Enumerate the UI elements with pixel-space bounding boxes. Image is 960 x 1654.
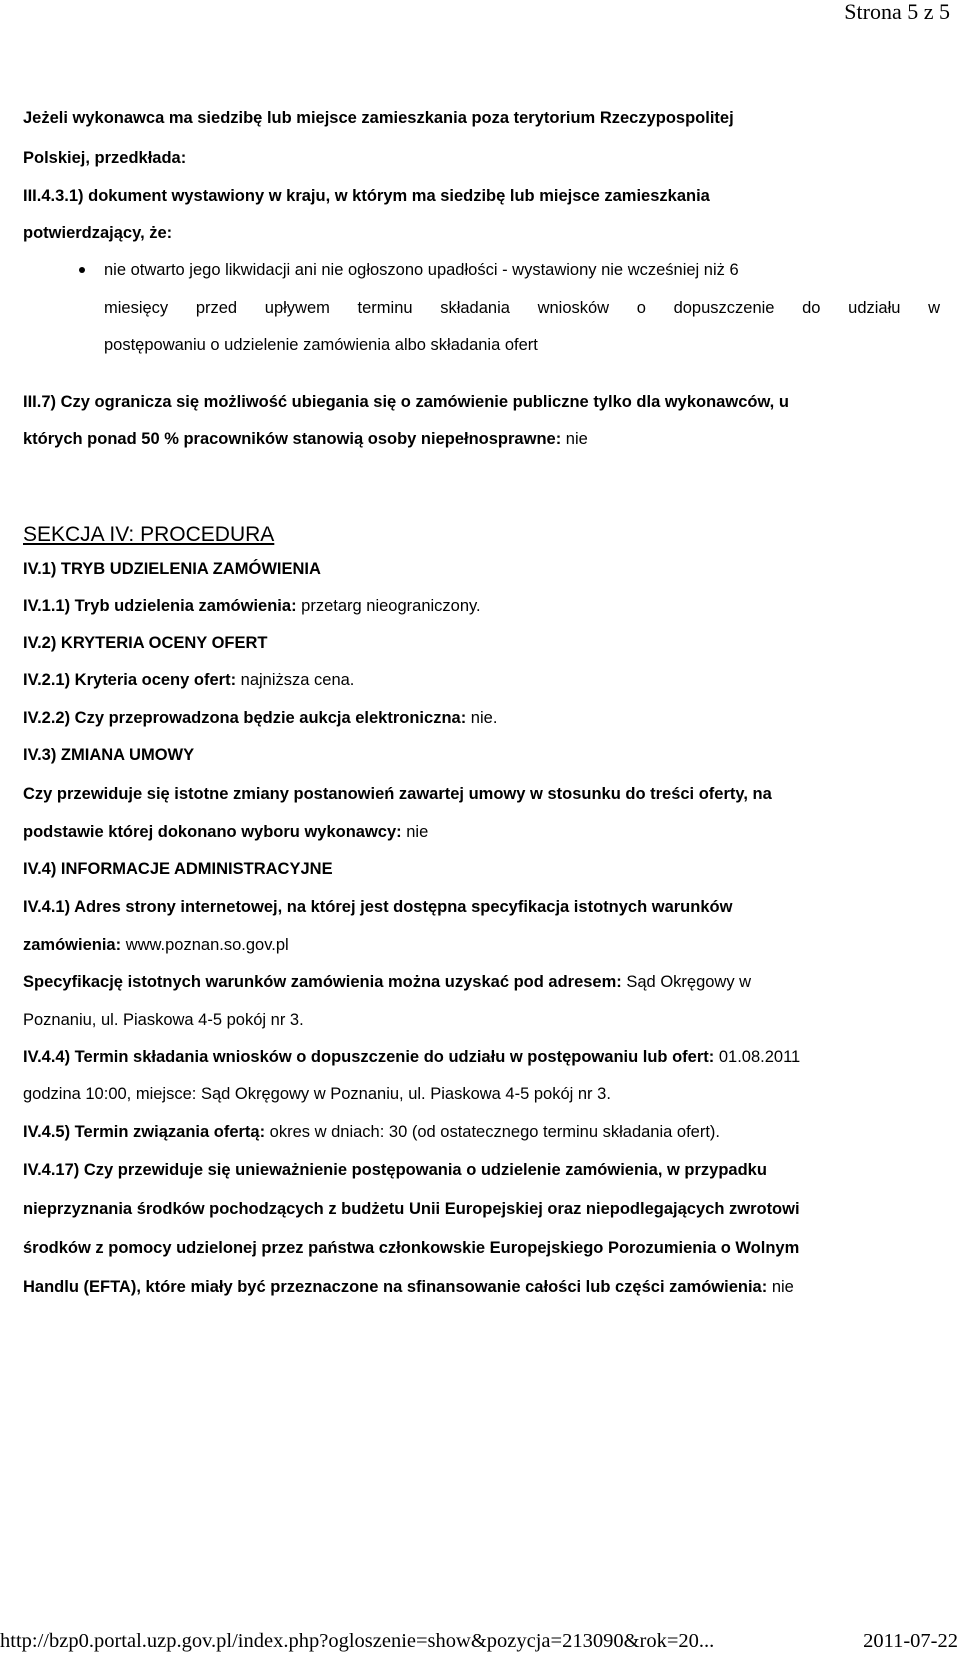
iv-4-17-row [23, 1276, 940, 1298]
iv-1-1-label: IV.1.1) Tryb udzielenia zamówienia: [23, 597, 297, 615]
bullet-text-line-3: postępowaniu o udzielenie zamówienia albo składania ofert [104, 336, 538, 354]
question-iii-7: III.7) Czy ogranicza się możliwość ubiegania się o zamówienie publiczne tylko dla wykonawców, u [23, 393, 789, 411]
iv-4-4-row [23, 1046, 940, 1068]
iv-4-1-row [23, 934, 940, 956]
foreign-seat-intro: Jeżeli wykonawca ma siedzibę lub miejsce zamieszkania poza terytorium Rzeczypospolitej [23, 109, 734, 127]
iv-4-5-label: IV.4.5) Termin związania ofertą: [23, 1123, 266, 1141]
question-iii-7-value: nie [565, 430, 588, 448]
iv-4-1-value: www.poznan.so.gov.pl [125, 936, 289, 954]
siwz-row [23, 971, 940, 993]
foreign-seat-intro-cont: Polskiej, przedkłada: [23, 149, 187, 167]
iv-2-2-row [23, 707, 940, 729]
siwz-value: Sąd Okręgowy w [626, 973, 752, 991]
iv-4-17-line-3: środków z pomocy udzielonej przez państwa członkowskie Europejskiego Porozumienia o Wolnym [23, 1239, 800, 1257]
page-number: Strona 5 z 5 [844, 0, 950, 24]
iv-2-2-value: nie. [470, 709, 498, 727]
item-iii-4-3-1-cont: potwierdzający, że: [23, 224, 173, 242]
bullet-text-line-2: miesięcy przed upływem terminu składania wniosków o dopuszczenie do udziału w [104, 299, 940, 317]
iv-3-question-cont: podstawie której dokonano wyboru wykonawcy: [23, 823, 402, 841]
iv-3-value: nie [406, 823, 429, 841]
bullet-icon [79, 267, 85, 273]
footer-date: 2011-07-22 [863, 1630, 958, 1652]
question-iii-7-label: których ponad 50 % pracowników stanowią osoby niepełnosprawne: [23, 430, 562, 448]
siwz-label: Specyfikację istotnych warunków zamówienia można uzyskać pod adresem: [23, 973, 622, 991]
page-footer [0, 1628, 960, 1654]
iv-2-2-label: IV.2.2) Czy przeprowadzona będzie aukcja elektroniczna: [23, 709, 467, 727]
iv-4-4-value: 01.08.2011 [718, 1048, 801, 1066]
iv-4-17-line-2: nieprzyznania środków pochodzących z budżetu Unii Europejskiej oraz niepodlegających zwrotowi [23, 1200, 800, 1218]
iv-2-1-value: najniższa cena. [240, 671, 355, 689]
bullet-text-line-1: nie otwarto jego likwidacji ani nie ogłoszono upadłości - wystawiony nie wcześniej niż 6 [104, 261, 739, 279]
iv-3-heading: IV.3) ZMIANA UMOWY [23, 746, 195, 764]
item-iii-4-3-1: III.4.3.1) dokument wystawiony w kraju, w którym ma siedzibę lub miejsce zamieszkania [23, 187, 710, 205]
question-iii-7-cont [23, 428, 940, 450]
iv-4-1-question-cont: zamówienia: [23, 936, 122, 954]
iv-2-1-label: IV.2.1) Kryteria oceny ofert: [23, 671, 237, 689]
iv-4-5-value: okres w dniach: 30 (od ostatecznego terminu składania ofert). [269, 1123, 720, 1141]
iv-1-1-row [23, 595, 940, 617]
iv-4-17-line-1: IV.4.17) Czy przewiduje się unieważnienie postępowania o udzielenie zamówienia, w przypadku [23, 1161, 767, 1179]
iv-4-17-line-4: Handlu (EFTA), które miały być przeznaczone na sfinansowanie całości lub części zamówienia: [23, 1278, 768, 1296]
section-iv-title: SEKCJA IV: PROCEDURA [23, 523, 275, 546]
iv-2-1-row [23, 669, 940, 691]
siwz-value-cont: Poznaniu, ul. Piaskowa 4-5 pokój nr 3. [23, 1011, 304, 1029]
iv-3-row [23, 821, 940, 843]
iv-4-4-label: IV.4.4) Termin składania wniosków o dopuszczenie do udziału w postępowaniu lub ofert: [23, 1048, 715, 1066]
footer-url: http://bzp0.portal.uzp.gov.pl/index.php?ogloszenie=show&pozycja=213090&rok=20... [0, 1630, 715, 1652]
iv-4-1-question: IV.4.1) Adres strony internetowej, na której jest dostępna specyfikacja istotnych warunków [23, 898, 733, 916]
iv-1-heading: IV.1) TRYB UDZIELENIA ZAMÓWIENIA [23, 560, 321, 578]
iv-1-1-value: przetarg nieograniczony. [301, 597, 481, 615]
iv-4-5-row [23, 1121, 940, 1143]
iv-3-question: Czy przewiduje się istotne zmiany postanowień zawartej umowy w stosunku do treści oferty, na [23, 785, 772, 803]
iv-4-heading: IV.4) INFORMACJE ADMINISTRACYJNE [23, 860, 333, 878]
iv-2-heading: IV.2) KRYTERIA OCENY OFERT [23, 634, 268, 652]
iv-4-4-value-cont: godzina 10:00, miejsce: Sąd Okręgowy w Poznaniu, ul. Piaskowa 4-5 pokój nr 3. [23, 1085, 611, 1103]
iv-4-17-value: nie [771, 1278, 794, 1296]
